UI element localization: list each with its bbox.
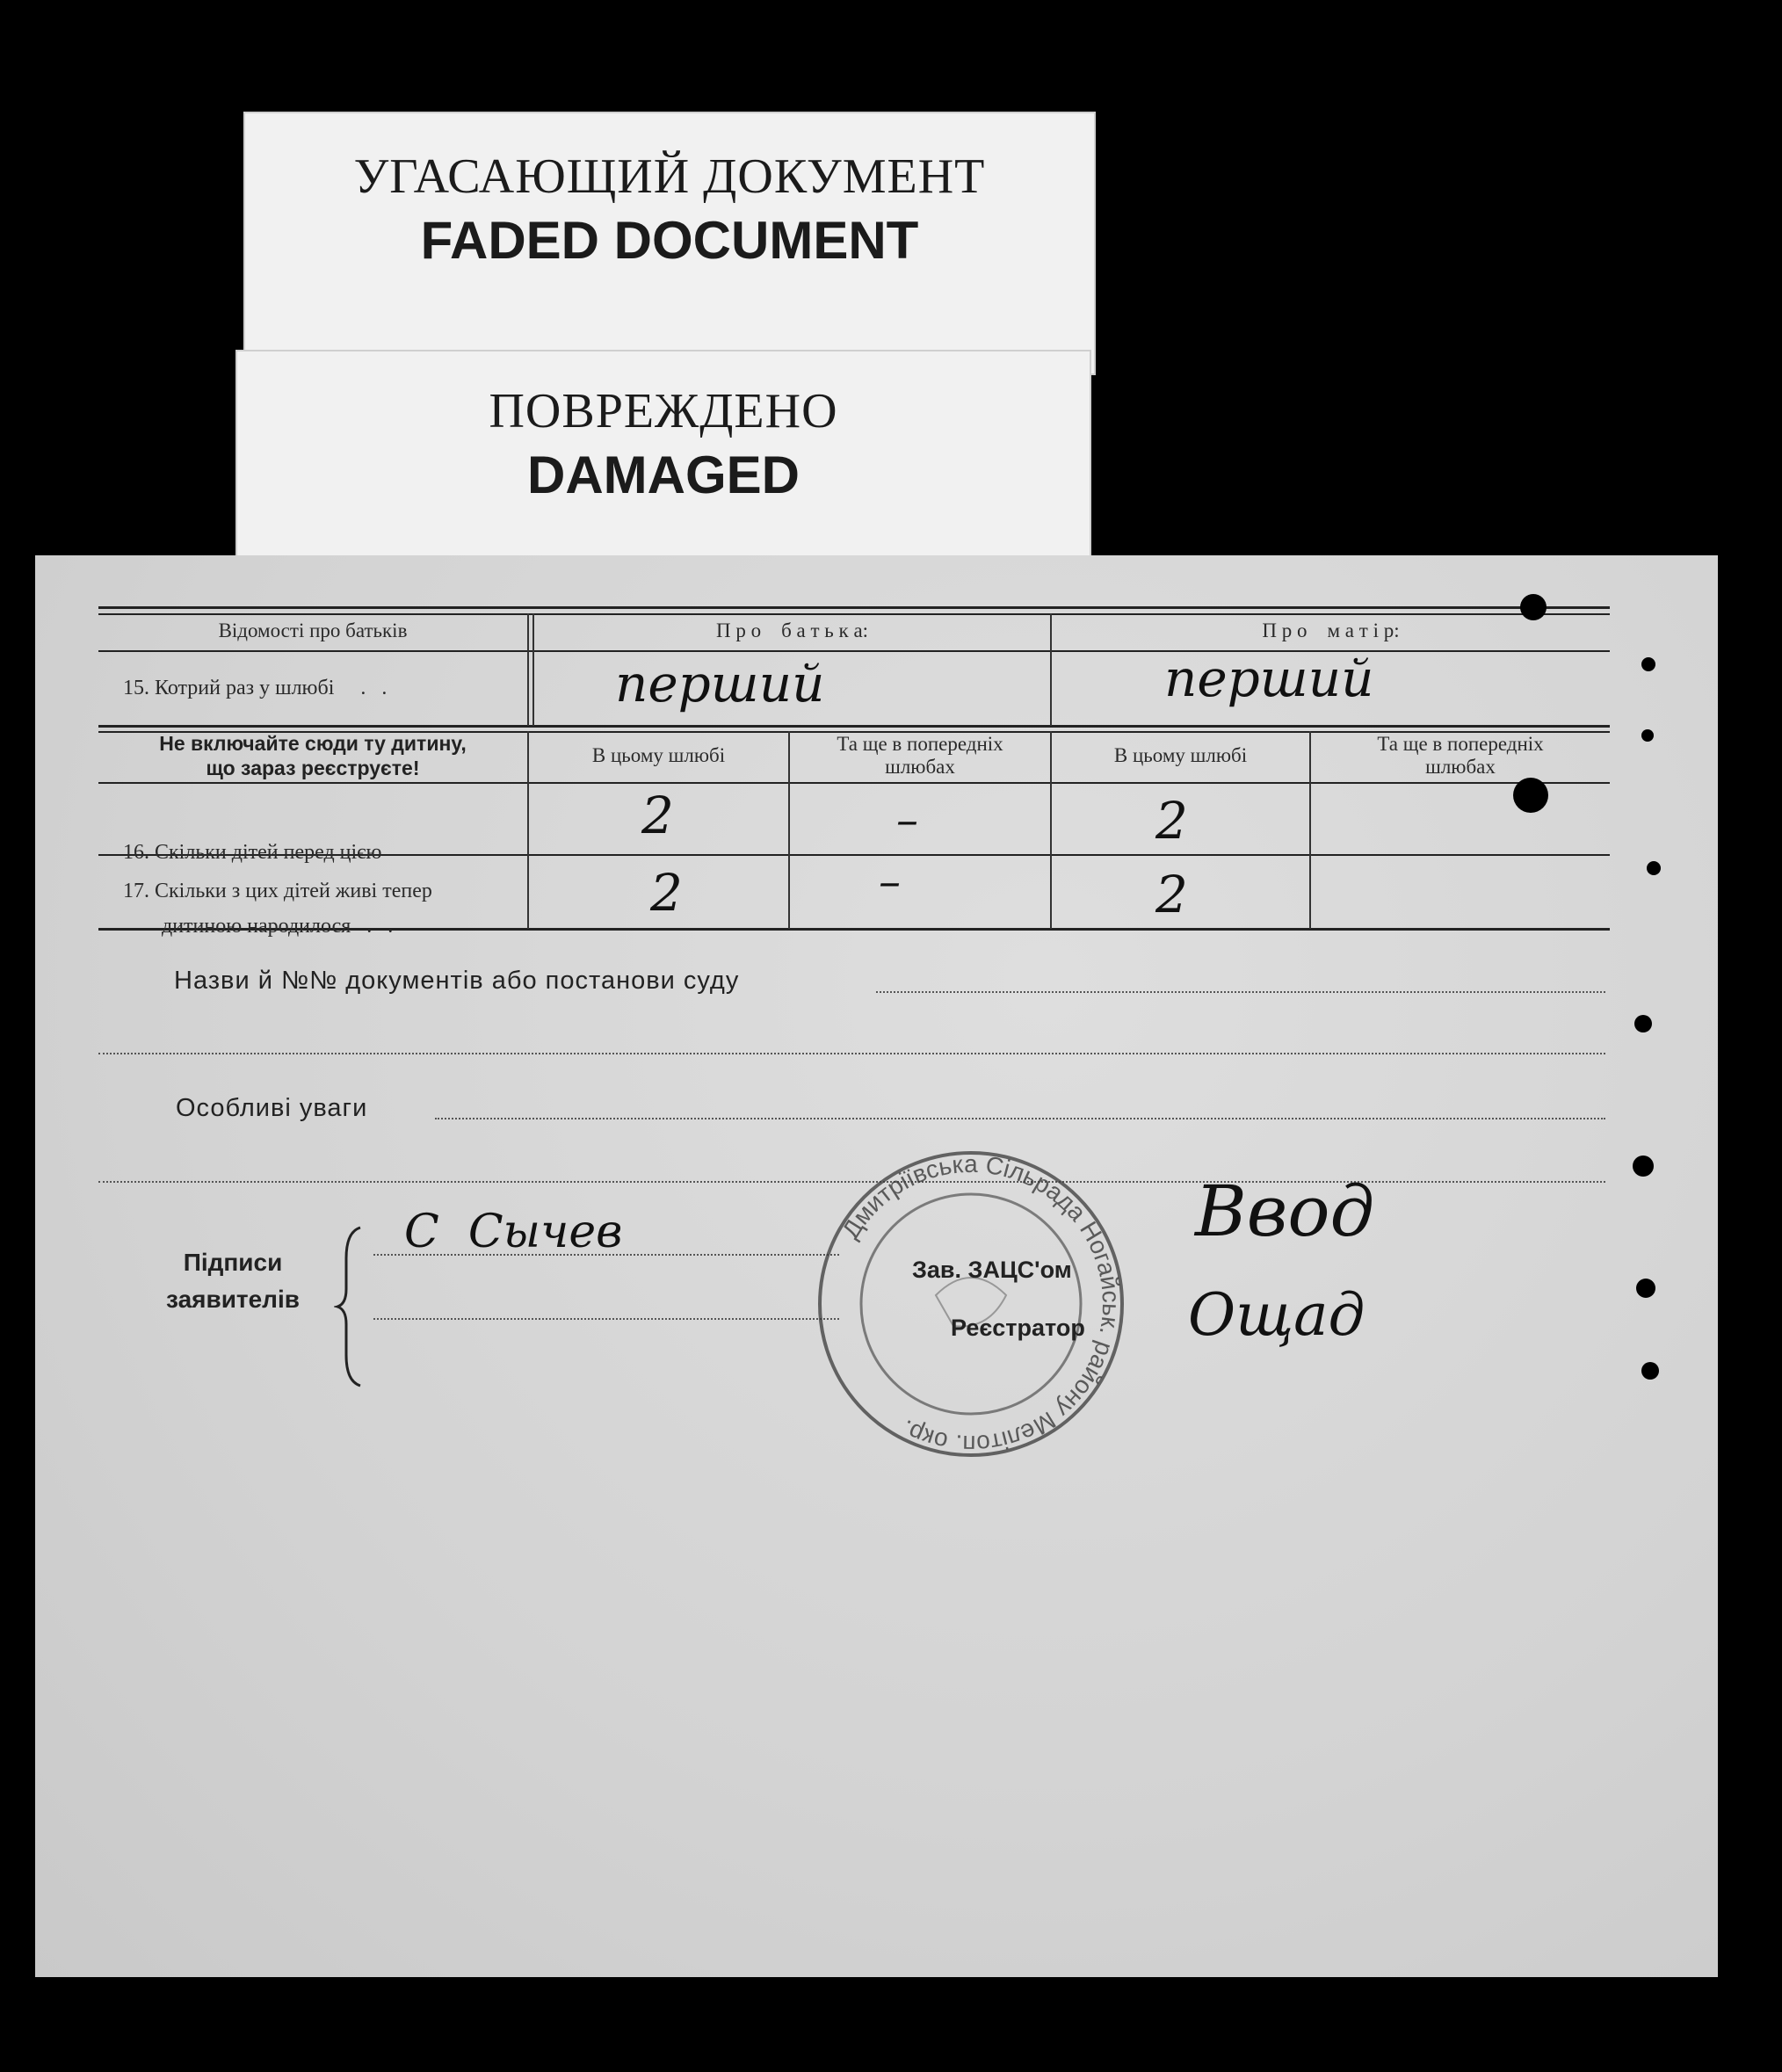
signature-brace: [334, 1223, 369, 1390]
signatures-label-line2: заявителів: [166, 1286, 300, 1313]
official-round-stamp: [813, 1146, 1129, 1462]
punch-hole: [1636, 1279, 1655, 1298]
faded-label-ru: УГАСАЮЩИЙ ДОКУМЕНТ: [353, 149, 986, 204]
mother-previous-header-line1: Та ще в попередніх: [1377, 733, 1544, 755]
row15-label: 15. Котрий раз у шлюбі . .: [123, 677, 388, 699]
registrar-signature: Ощад: [1188, 1281, 1365, 1349]
table-top-rule: [98, 606, 1610, 609]
register-sheet: [35, 555, 1718, 1977]
faded-document-card: [243, 112, 1096, 375]
signatures-label-line1: Підписи: [183, 1249, 283, 1276]
punch-hole: [1641, 729, 1654, 742]
mother-this-marriage-header: В цьому шлюбі: [1113, 744, 1248, 766]
documents-line-2: [98, 1053, 1605, 1054]
registrar-label: Реєстратор: [951, 1315, 1085, 1341]
applicant-sign-line-1: [373, 1254, 839, 1256]
row17-mother-this: 2: [1155, 865, 1188, 924]
row17-label: 17. Скільки з цих дітей живі тепер: [123, 880, 432, 902]
row16-father-prev: –: [896, 794, 918, 845]
row16-label-line1: 16. Скільки дітей перед цією: [123, 841, 382, 864]
punch-hole: [1513, 778, 1548, 813]
damaged-label-en: DAMAGED: [527, 446, 800, 504]
mother-previous-header-line2: шлюбах: [1425, 756, 1496, 778]
punch-hole: [1520, 594, 1547, 620]
documents-label: Назви й №№ документів або постанови суду: [174, 967, 740, 995]
table-subheader-rule: [98, 782, 1610, 784]
punch-hole: [1641, 657, 1655, 671]
documents-line-1: [876, 991, 1605, 993]
punch-hole: [1634, 1015, 1652, 1032]
father-previous-header-line1: Та ще в попередніх: [837, 733, 1003, 755]
mother-previous-marriages-header: [1311, 733, 1610, 779]
head-signature: Ввод: [1195, 1170, 1375, 1252]
faded-label-en: FADED DOCUMENT: [420, 211, 919, 270]
applicant-signature: С Сычев: [404, 1206, 623, 1258]
applicant-sign-line-2: [373, 1318, 839, 1320]
applicants-signatures-label: [158, 1244, 308, 1318]
row15-father-value: перший: [615, 654, 825, 714]
father-previous-marriages-header: [790, 733, 1050, 779]
header-about-father: П р о б а т ь к а:: [715, 619, 869, 641]
father-previous-header-line2: шлюбах: [885, 756, 955, 778]
father-this-marriage-header: В цьому шлюбі: [591, 744, 726, 766]
damaged-label-ru: ПОВРЕЖДЕНО: [489, 384, 838, 438]
punch-hole: [1633, 1156, 1654, 1177]
remarks-line-1: [435, 1118, 1605, 1119]
table-top-rule-2: [98, 613, 1610, 615]
exclusion-note: [98, 731, 527, 780]
exclusion-note-line1: Не включайте сюди ту дитину,: [159, 732, 467, 755]
row16-mother-this: 2: [1155, 791, 1188, 851]
punch-hole: [1641, 1362, 1659, 1380]
damaged-document-card: [235, 350, 1091, 569]
row17-father-prev: –: [879, 856, 901, 907]
head-of-registry-label: Зав. ЗАЦС'ом: [912, 1257, 1072, 1283]
row16-father-this: 2: [641, 786, 674, 845]
stamp-text: Дмитріївська Сільрада Ногайськ. району Мелітоп. окр.: [837, 1149, 1126, 1459]
row15-mother-value: перший: [1164, 648, 1374, 708]
table-header-rule: [98, 650, 1610, 652]
header-parents-info: Відомості про батьків: [218, 619, 408, 641]
row17-father-this: 2: [650, 863, 683, 923]
punch-hole: [1647, 861, 1661, 875]
remarks-label: Особливі уваги: [176, 1094, 368, 1122]
row16-label-line2: дитиною народилося . .: [162, 915, 394, 938]
table-row15-rule: [98, 725, 1610, 728]
exclusion-note-line2: що зараз реєструєте!: [206, 757, 420, 779]
header-about-mother: П р о м а т і р:: [1262, 619, 1400, 641]
table-col-divider-1: [527, 613, 529, 726]
